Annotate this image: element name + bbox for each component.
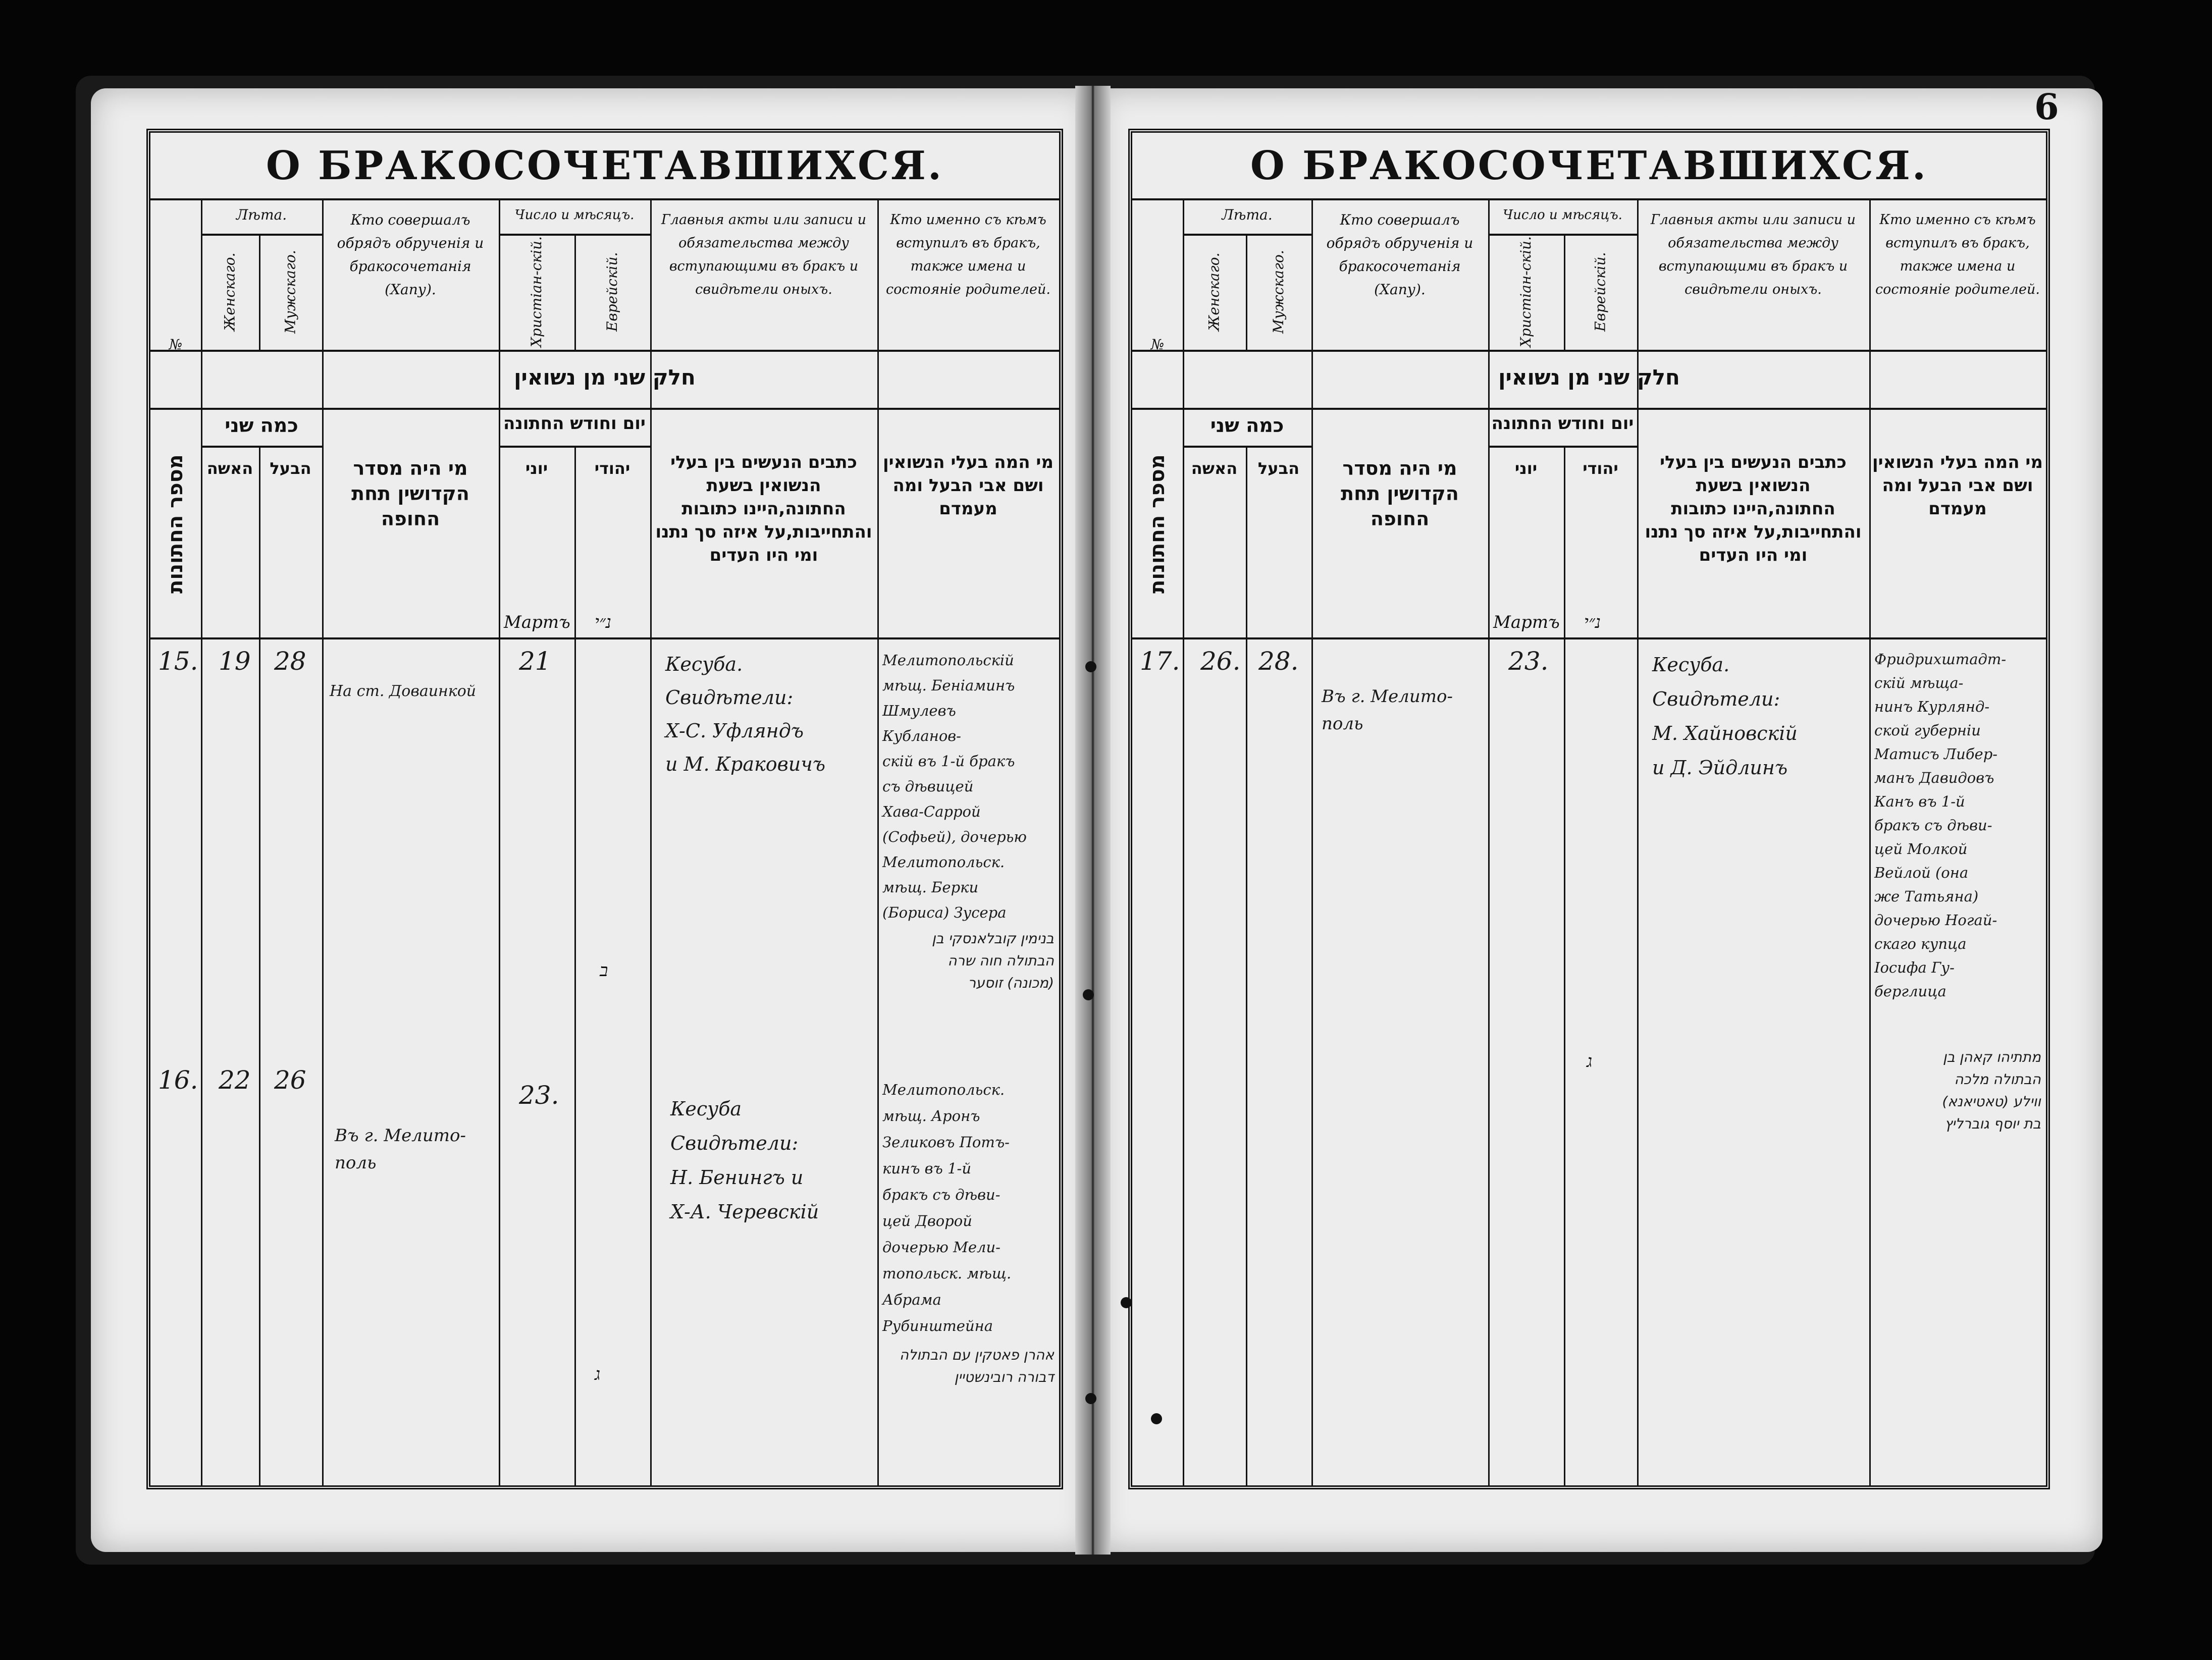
entry-day: 23. <box>519 1081 559 1110</box>
entry-persons-hebrew: אהרן פאטקין עם הבתולה דבורה רובינשטיין <box>899 1347 1054 1385</box>
col-divider <box>1637 198 1639 1485</box>
heb-header-wife: האשה <box>206 459 253 478</box>
header-christian: Христіан-скій. <box>1517 236 1534 347</box>
entry-jewish-day: ב <box>600 960 608 981</box>
subheader-divider <box>1183 234 1311 236</box>
subheader-divider <box>1488 446 1637 448</box>
heb-header-persons: מי המה בעלי הנשואין ושם אבי הבעל ומה מעמדם <box>882 452 1054 519</box>
binding-stitch <box>1083 989 1094 1000</box>
header-persons: Кто именно съ кѣмъ вступилъ въ бракъ, также имена и состояніе родителей. <box>886 212 1050 297</box>
entry-persons-hebrew: בנימין קובלאנסקי בן הבתולה חוה שרה (מכונה) זוסער <box>931 930 1054 991</box>
col-divider <box>499 198 500 1485</box>
col-divider <box>1246 446 1247 1485</box>
subheader-divider <box>201 234 322 236</box>
header-acts: Главныя акты или записи и обязательства между вступающими въ бракъ и свидѣтели оныхъ. <box>661 212 867 297</box>
header-bottom-divider <box>150 637 1059 639</box>
heb-header-date: יום וחודש החתונה <box>1491 413 1634 434</box>
header-date: Число и мѣсяцъ. <box>514 207 635 223</box>
heb-header-wife: האשה <box>1191 459 1238 478</box>
heb-header-husband: הבעל <box>270 459 311 478</box>
heb-header-age: כמה שני <box>225 414 298 437</box>
entry-jewish-day: ג <box>1587 1051 1593 1072</box>
col-divider <box>574 446 576 1485</box>
heb-header-jewish: יהודי <box>594 459 630 478</box>
entry-acts: Кесуба. Свидѣтели: Х-С. Уфляндъ и М. Краковичъ <box>665 653 826 775</box>
subheader-divider <box>499 446 650 448</box>
col-divider <box>1183 198 1184 1485</box>
section-divider <box>150 408 1059 410</box>
col-divider <box>322 198 324 1485</box>
header-acts: Главныя акты или записи и обязательства между вступающими въ бракъ и свидѣтели оныхъ. <box>1650 212 1856 297</box>
entry-day: 21 <box>519 647 551 676</box>
section-heading: חלק שני מן נשואין <box>514 365 696 390</box>
col-divider <box>650 198 652 1485</box>
entry-male-age: 28 <box>274 647 306 676</box>
heb-header-number: מספר החתונות <box>164 454 187 594</box>
heb-header-greek: יוני <box>1514 459 1538 478</box>
col-divider <box>1488 198 1490 1485</box>
header-jewish: Еврейскій. <box>1592 252 1609 332</box>
heb-header-husband: הבעל <box>1257 459 1300 478</box>
header-years: Лѣта. <box>236 206 287 223</box>
heb-header-jewish: יהודי <box>1583 459 1618 478</box>
entry-acts: Кесуба Свидѣтели: Н. Бенингъ и Х-А. Черевскій <box>670 1098 819 1223</box>
header-divider <box>150 350 1059 352</box>
header-male: Мужскаго. <box>1270 250 1287 334</box>
binding-stitch <box>1085 1393 1096 1404</box>
heb-header-greek: יוני <box>525 459 548 478</box>
entry-number: 15. <box>158 647 198 676</box>
entry-male-age: 26 <box>274 1065 306 1095</box>
month-greek: Мартъ <box>1493 612 1560 632</box>
entry-persons-hebrew: מתתיהו קאהן בן הבתולה מלכה ווילע (טאטיאנא) בת יוסף גוברליץ <box>1942 1049 2041 1132</box>
header-male: Мужскаго. <box>282 250 299 334</box>
header-jewish: Еврейскій. <box>604 252 620 332</box>
header-officiant: Кто совершалъ обрядъ обрученія и бракосочетанія (Хапу). <box>337 211 484 298</box>
entry-female-age: 19 <box>219 647 251 676</box>
month-greek: Мартъ <box>504 612 570 632</box>
entry-persons: Мелитопольск. мѣщ. Аронъ Зеликовъ Потъ- кинъ въ 1-й бракъ съ дѣви- цей Дворой дочерью Мели- топольск. мѣщ. Абрама Рубинштейна <box>882 1081 1012 1334</box>
heb-header-officiant: מי היה מסדר הקדושין תחת החופה <box>1341 457 1459 530</box>
heb-header-acts: כתבים הנעשים בין בעלי הנשואין בשעת החתונה,היינו כתובות והתחייבות,על איזה סך נתנו ומי היו העדים <box>655 452 872 565</box>
header-date: Число и мѣсяцъ. <box>1503 207 1622 223</box>
section-divider <box>1132 408 2046 410</box>
subheader-divider <box>1488 234 1637 236</box>
entry-persons: Фридрихштадт- скій мѣща- нинъ Курлянд- ской губерніи Матисъ Либер- манъ Давидовъ Канъ въ 1-й бракъ съ дѣви- цей Молкой Вейлой (она же Татьяна) дочерью Ногай- скаго купца Іосифа Гу- берглица <box>1874 651 2007 1000</box>
entry-day: 23. <box>1508 647 1549 676</box>
entry-acts: Кесуба. Свидѣтели: М. Хайновскій и Д. Эйдлинъ <box>1652 654 1798 779</box>
header-no: № <box>169 336 183 353</box>
subheader-divider <box>201 446 322 448</box>
month-jewish: נ״י <box>1584 612 1601 632</box>
subheader-divider <box>1183 446 1311 448</box>
heb-header-date: יום וחודש החתונה <box>503 413 646 434</box>
left-register-table <box>146 129 1063 1489</box>
right-register-table <box>1128 129 2050 1489</box>
header-divider <box>1132 350 2046 352</box>
heb-header-persons: מי המה בעלי הנשואין ושם אבי הבעל ומה מעמדם <box>1872 452 2043 519</box>
entry-officiant: Въ г. Мелито- поль <box>335 1126 466 1173</box>
col-divider <box>877 198 879 1485</box>
col-divider <box>1869 198 1871 1485</box>
entry-officiant: Въ г. Мелито- поль <box>1322 686 1453 734</box>
col-divider <box>259 446 260 1485</box>
entry-female-age: 22 <box>219 1065 251 1095</box>
register-title: О БРАКОСОЧЕТАВШИХСЯ. <box>150 133 1059 200</box>
entry-number: 16. <box>158 1065 198 1095</box>
section-heading: חלק שני מן נשואין <box>1498 365 1680 390</box>
heb-header-number: מספר החתונות <box>1146 454 1169 594</box>
heb-header-age: כמה שני <box>1210 414 1284 437</box>
header-bottom-divider <box>1132 637 2046 639</box>
entry-jewish-day: ג <box>595 1364 601 1384</box>
entry-number: 17. <box>1140 647 1180 676</box>
header-persons: Кто именно съ кѣмъ вступилъ въ бракъ, также имена и состояніе родителей. <box>1875 212 2040 297</box>
col-divider <box>1564 446 1565 1485</box>
col-divider <box>201 198 202 1485</box>
heb-header-officiant: מי היה מסדר הקדושין תחת החופה <box>351 457 469 530</box>
subheader-divider <box>499 234 650 236</box>
header-officiant: Кто совершалъ обрядъ обрученія и бракосочетанія (Хапу). <box>1326 211 1473 298</box>
header-years: Лѣта. <box>1222 206 1273 223</box>
entry-female-age: 26. <box>1200 647 1241 676</box>
book-gutter <box>1075 86 1111 1555</box>
header-no: № <box>1150 336 1165 353</box>
heb-header-acts: כתבים הנעשים בין בעלי הנשואין בשעת החתונה,היינו כתובות והתחייבות,על איזה סך נתנו ומי היו העדים <box>1645 452 1862 565</box>
entry-male-age: 28. <box>1258 647 1299 676</box>
page-number: 6 <box>2034 86 2059 128</box>
entry-officiant: На ст. Доваинкой <box>330 682 477 700</box>
header-female: Женскаго. <box>221 252 238 331</box>
entry-persons: Мелитопольскій мѣщ. Беніаминъ Шмулевъ Кубланов- скій въ 1-й бракъ съ дѣвицей Хава-Саррой (Софьей), дочерью Мелитопольск. мѣщ. Берки (Бориса) Зусера <box>882 652 1027 921</box>
col-divider <box>1311 198 1313 1485</box>
month-jewish: נ״י <box>595 612 611 632</box>
register-title: О БРАКОСОЧЕТАВШИХСЯ. <box>1132 133 2046 200</box>
header-female: Женскаго. <box>1205 252 1223 331</box>
header-christian: Христіан-скій. <box>528 236 545 347</box>
binding-stitch <box>1085 661 1096 672</box>
